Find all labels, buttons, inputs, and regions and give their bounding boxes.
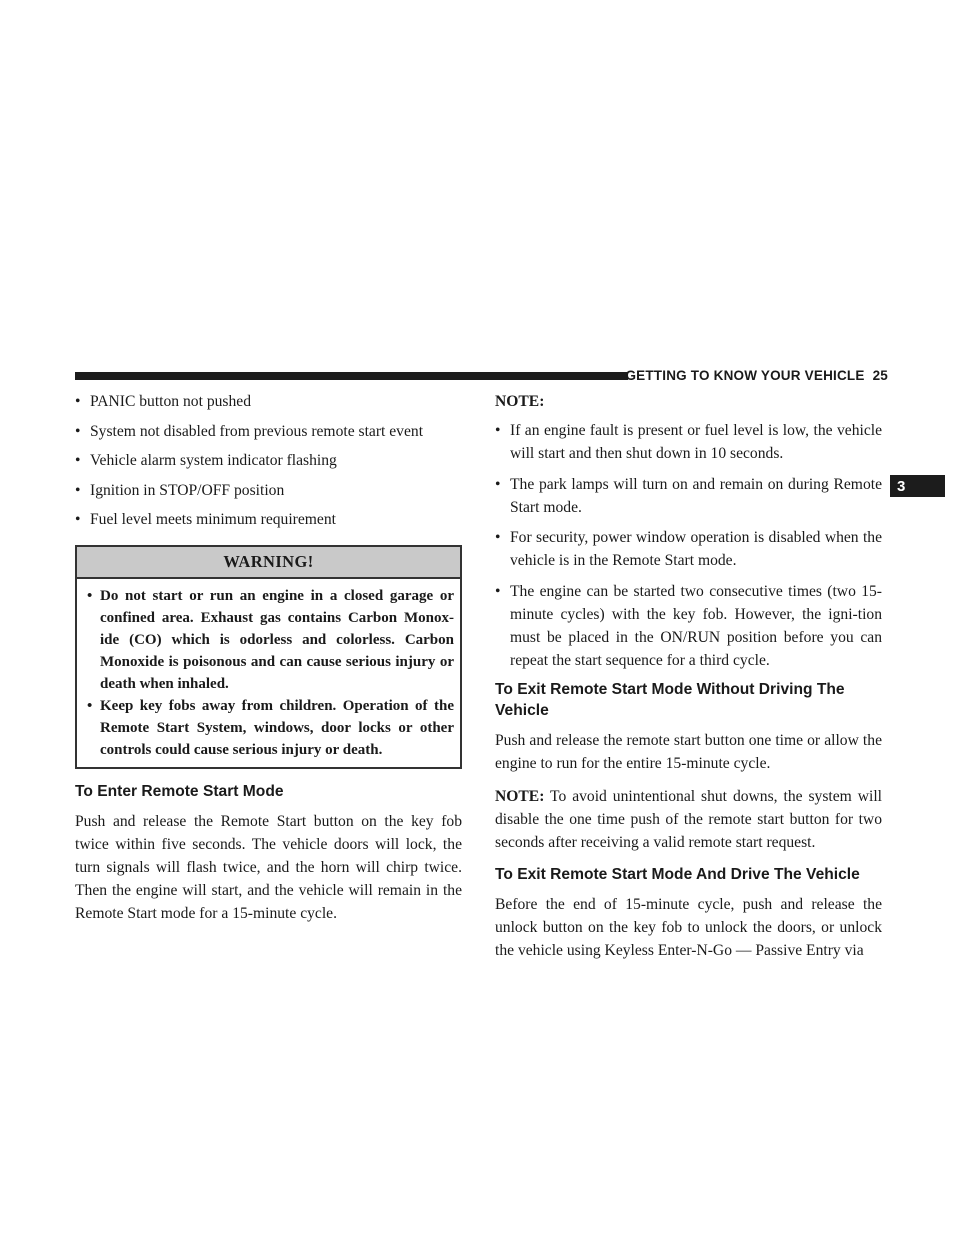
note-paragraph [495,785,882,854]
warning-item: • Keep key fobs away from children. Operation of the Remote Start System, windows, door locks or other controls could cause serious injury or death. [87,695,454,761]
warning-item: • Do not start or run an engine in a closed garage or confined area. Exhaust gas contains Carbon Monox-ide (CO) which is odorless and colorless. Carbon Monoxide is poisonous and can cause serious injury or death when inhaled. [87,585,454,695]
left-column [75,390,462,935]
paragraph: Push and release the Remote Start button on the key fob twice within five seconds. The vehicle doors will lock, the turn signals will flash twice, and the horn will chirp twice. Then the engine will start, and the vehicle will remain in the Remote Start mode for a 15-minute cycle. [75,813,462,922]
list-item: • For security, power window operation is disabled when the vehicle is in the Remote Start mode. [495,526,882,572]
note-list [495,419,882,672]
section-title: GETTING TO KNOW YOUR VEHICLE [625,368,865,383]
list-item: • PANIC button not pushed [75,390,462,413]
note-label: NOTE: [495,393,545,410]
paragraph: Push and release the remote start button one time or allow the engine to run for the entire 15-minute cycle. [495,732,882,772]
section-heading: To Exit Remote Start Mode And Drive The Vehicle [495,866,860,883]
condition-list [75,390,462,531]
note-text: To avoid unintentional shut downs, the system will disable the one time push of the remote start button for two seconds after receiving a valid remote start request. [495,788,882,851]
header-rule [75,372,628,380]
list-item: • The park lamps will turn on and remain on during Remote Start mode. [495,473,882,519]
warning-box [75,545,462,769]
list-item: • The engine can be started two consecutive times (two 15-minute cycles) with the key fob. However, the igni-tion must be placed in the ON/RUN position before you can repeat the start sequence for a third cycle. [495,580,882,672]
list-item: • If an engine fault is present or fuel level is low, the vehicle will start and then shut down in 10 seconds. [495,419,882,465]
warning-title: WARNING! [77,547,460,579]
note-label: NOTE: [495,788,545,805]
warning-body [77,579,460,767]
list-item: • Ignition in STOP/OFF position [75,479,462,502]
page-number: 25 [872,368,888,383]
right-column [495,390,882,972]
section-heading: To Enter Remote Start Mode [75,783,284,800]
section-heading: To Exit Remote Start Mode Without Driving The Vehicle [495,681,845,719]
paragraph: Before the end of 15-minute cycle, push and release the unlock button on the key fob to unlock the doors, or unlock the vehicle using Keyless Enter-N-Go — Passive Entry via [495,896,882,959]
list-item: • Vehicle alarm system indicator flashing [75,449,462,472]
list-item: • System not disabled from previous remote start event [75,420,462,443]
chapter-tab[interactable]: 3 [890,475,945,497]
running-header [625,368,888,383]
list-item: • Fuel level meets minimum requirement [75,508,462,531]
